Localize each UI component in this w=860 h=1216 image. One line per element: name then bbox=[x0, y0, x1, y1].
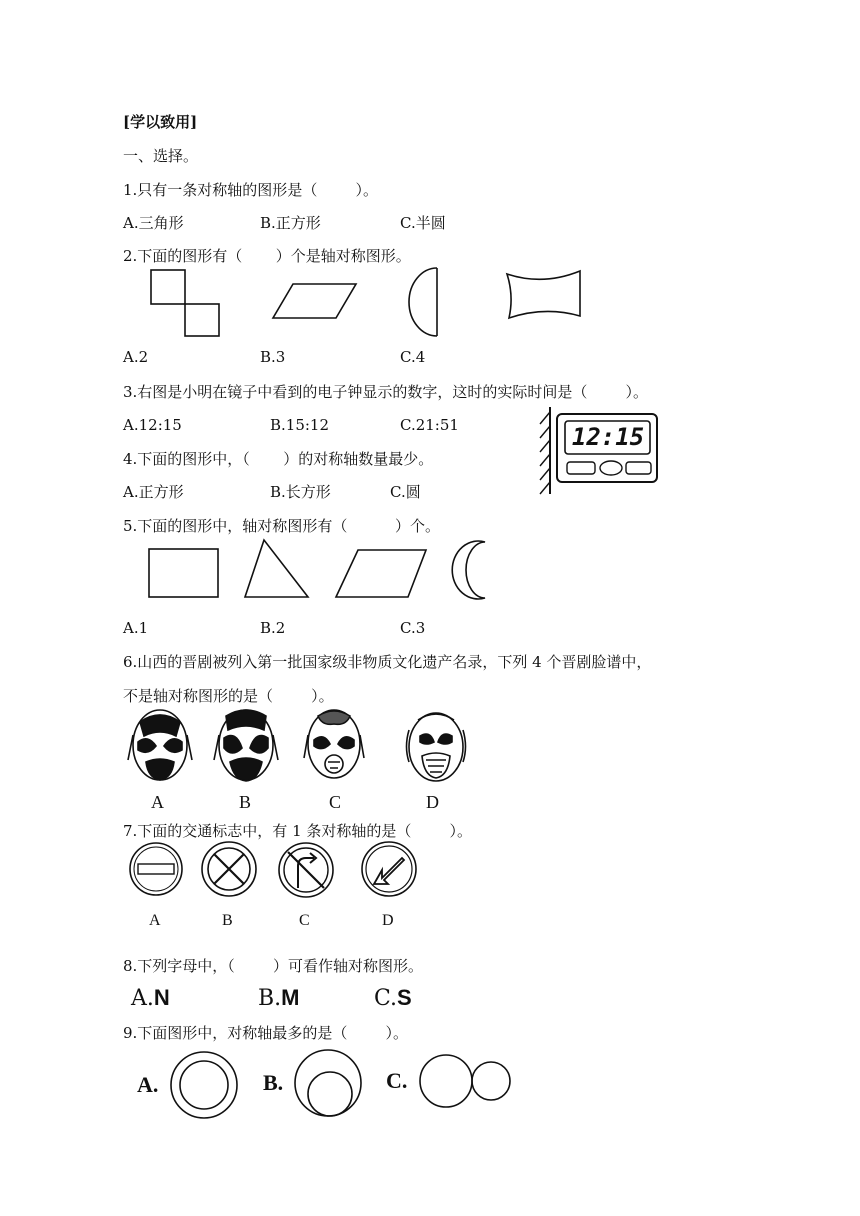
q2-option-c[interactable]: C.4 bbox=[400, 348, 426, 366]
q1-option-b[interactable]: B.正方形 bbox=[260, 214, 321, 232]
question-6-stem-line2: 不是轴对称图形的是（ ）。 bbox=[123, 687, 334, 705]
question-2-stem: 2.下面的图形有（ ）个是轴对称图形。 bbox=[123, 247, 411, 265]
q4-option-a[interactable]: A.正方形 bbox=[123, 483, 184, 501]
q2-option-b[interactable]: B.3 bbox=[260, 348, 286, 366]
question-3-stem: 3.右图是小明在镜子中看到的电子钟显示的数字，这时的实际时间是（ ）。 bbox=[123, 383, 648, 401]
q1-option-c[interactable]: C.半圆 bbox=[400, 214, 446, 232]
sign-label-b[interactable]: B bbox=[222, 912, 233, 929]
q1-option-a[interactable]: A.三角形 bbox=[123, 214, 184, 232]
mask-label-a[interactable]: A bbox=[151, 792, 164, 812]
q9-option-a[interactable]: A. bbox=[137, 1072, 159, 1097]
question-6-stem: 6.山西的晋剧被列入第一批国家级非物质文化遗产名录，下列 4 个晋剧脸谱中， bbox=[123, 653, 652, 671]
q4-option-b[interactable]: B.长方形 bbox=[270, 483, 331, 501]
question-4-stem: 4.下面的图形中，（ ）的对称轴数量最少。 bbox=[123, 450, 434, 468]
q9-option-c[interactable]: C. bbox=[386, 1068, 408, 1093]
question-1-stem: 1.只有一条对称轴的图形是（ ）。 bbox=[123, 181, 378, 199]
mask-label-c[interactable]: C bbox=[329, 792, 342, 812]
q4-option-c[interactable]: C.圆 bbox=[390, 483, 421, 501]
q2-option-a[interactable]: A.2 bbox=[123, 348, 149, 366]
q9-option-b[interactable]: B. bbox=[263, 1070, 284, 1095]
externally-tangent-circles bbox=[420, 1055, 510, 1107]
sign-label-c[interactable]: C bbox=[299, 912, 310, 929]
mask-label-d[interactable]: D bbox=[426, 792, 439, 812]
q5-option-c[interactable]: C.3 bbox=[400, 619, 426, 637]
q5-option-b[interactable]: B.2 bbox=[260, 619, 286, 637]
q3-option-b[interactable]: B.15:12 bbox=[270, 416, 330, 434]
q8-option-a-prefix: A. bbox=[131, 986, 154, 1011]
q5-option-a[interactable]: A.1 bbox=[123, 619, 149, 637]
question-7-stem: 7.下面的交通标志中，有 1 条对称轴的是（ ）。 bbox=[123, 822, 473, 840]
question-9-stem: 9.下面图形中，对称轴最多的是（ ）。 bbox=[123, 1024, 408, 1042]
question-8-stem: 8.下列字母中，（ ）可看作轴对称图形。 bbox=[123, 957, 423, 975]
part-title: 一、选择。 bbox=[123, 147, 199, 165]
q8-option-c-prefix: C. bbox=[374, 986, 398, 1011]
letter-m: M bbox=[281, 985, 300, 1010]
clock-display: 12:15 bbox=[571, 423, 645, 451]
concentric-circles bbox=[171, 1052, 237, 1118]
question-5-stem: 5.下面的图形中，轴对称图形有（ ）个。 bbox=[123, 517, 440, 535]
letter-s: S bbox=[397, 985, 412, 1010]
q3-option-c[interactable]: C.21:51 bbox=[400, 416, 459, 434]
letter-n: N bbox=[153, 985, 170, 1010]
section-title: [学以致用] bbox=[123, 113, 198, 131]
sign-label-d[interactable]: D bbox=[382, 912, 394, 929]
q3-option-a[interactable]: A.12:15 bbox=[123, 416, 182, 434]
q8-option-b-prefix: B. bbox=[258, 986, 282, 1011]
sign-label-a[interactable]: A bbox=[149, 912, 161, 929]
mask-label-b[interactable]: B bbox=[239, 792, 252, 812]
internally-tangent-circles bbox=[295, 1050, 361, 1116]
